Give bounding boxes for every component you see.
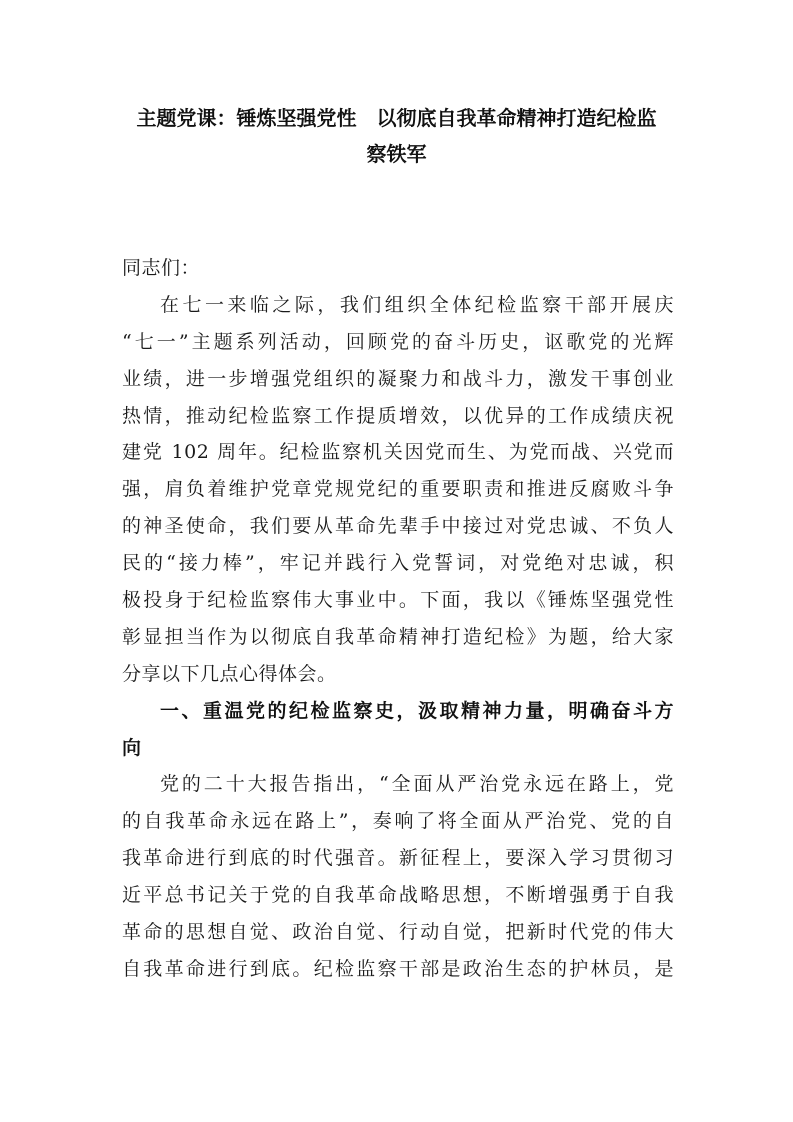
title-line-1: 主题党课：锤炼坚强党性 以彻底自我革命精神打造纪检监: [136, 106, 657, 130]
document-body: [122, 250, 674, 988]
paragraph-line: 热情，推动纪检监察工作提质增效，以优异的工作成绩庆祝: [122, 404, 674, 427]
salutation: 同志们：: [122, 257, 201, 279]
paragraph-line: 分享以下几点心得体会。: [122, 662, 337, 685]
paragraph-section-1: [122, 766, 674, 987]
paragraph-line: 彰显担当作为以彻底自我革命精神打造纪检》为题，给大家: [122, 625, 674, 648]
paragraph-line: 极投身于纪检监察伟大事业中。下面，我以《锤炼坚强党性: [122, 589, 674, 612]
paragraph-line: 的自我革命永远在路上”，奏响了将全面从严治党、党的自: [122, 810, 674, 833]
paragraph-line: “七一”主题系列活动，回顾党的奋斗历史，讴歌党的光辉: [122, 330, 674, 353]
title-line-2: 察铁军: [366, 142, 427, 166]
paragraph-line: 民的“接力棒”，牢记并践行入党誓词，对党绝对忠诚，积: [122, 552, 674, 575]
paragraph-line: 业绩，进一步增强党组织的凝聚力和战斗力，激发干事创业: [122, 367, 674, 390]
document-title: [110, 100, 683, 172]
section-heading-1: [122, 693, 674, 767]
paragraph-line: 自我革命进行到底。纪检监察干部是政治生态的护林员，是: [122, 957, 674, 980]
paragraph-line: 强，肩负着维护党章党规党纪的重要职责和推进反腐败斗争: [122, 478, 674, 501]
paragraph-intro: [122, 287, 674, 693]
paragraph-line: 党的二十大报告指出，“全面从严治党永远在路上，党: [160, 773, 674, 796]
paragraph-line: 在七一来临之际，我们组织全体纪检监察干部开展庆: [160, 293, 674, 316]
paragraph-line: 建党 102 周年。纪检监察机关因党而生、为党而战、兴党而: [122, 441, 674, 464]
paragraph-line: 我革命进行到底的时代强音。新征程上，要深入学习贯彻习: [122, 847, 674, 870]
paragraph-line: 近平总书记关于党的自我革命战略思想，不断增强勇于自我: [122, 884, 674, 907]
heading-line: 一、重温党的纪检监察史，汲取精神力量，明确奋斗方: [160, 699, 674, 722]
paragraph-line: 革命的思想自觉、政治自觉、行动自觉，把新时代党的伟大: [122, 921, 674, 944]
heading-line: 向: [122, 736, 142, 759]
paragraph-line: 的神圣使命，我们要从革命先辈手中接过对党忠诚、不负人: [122, 515, 674, 538]
